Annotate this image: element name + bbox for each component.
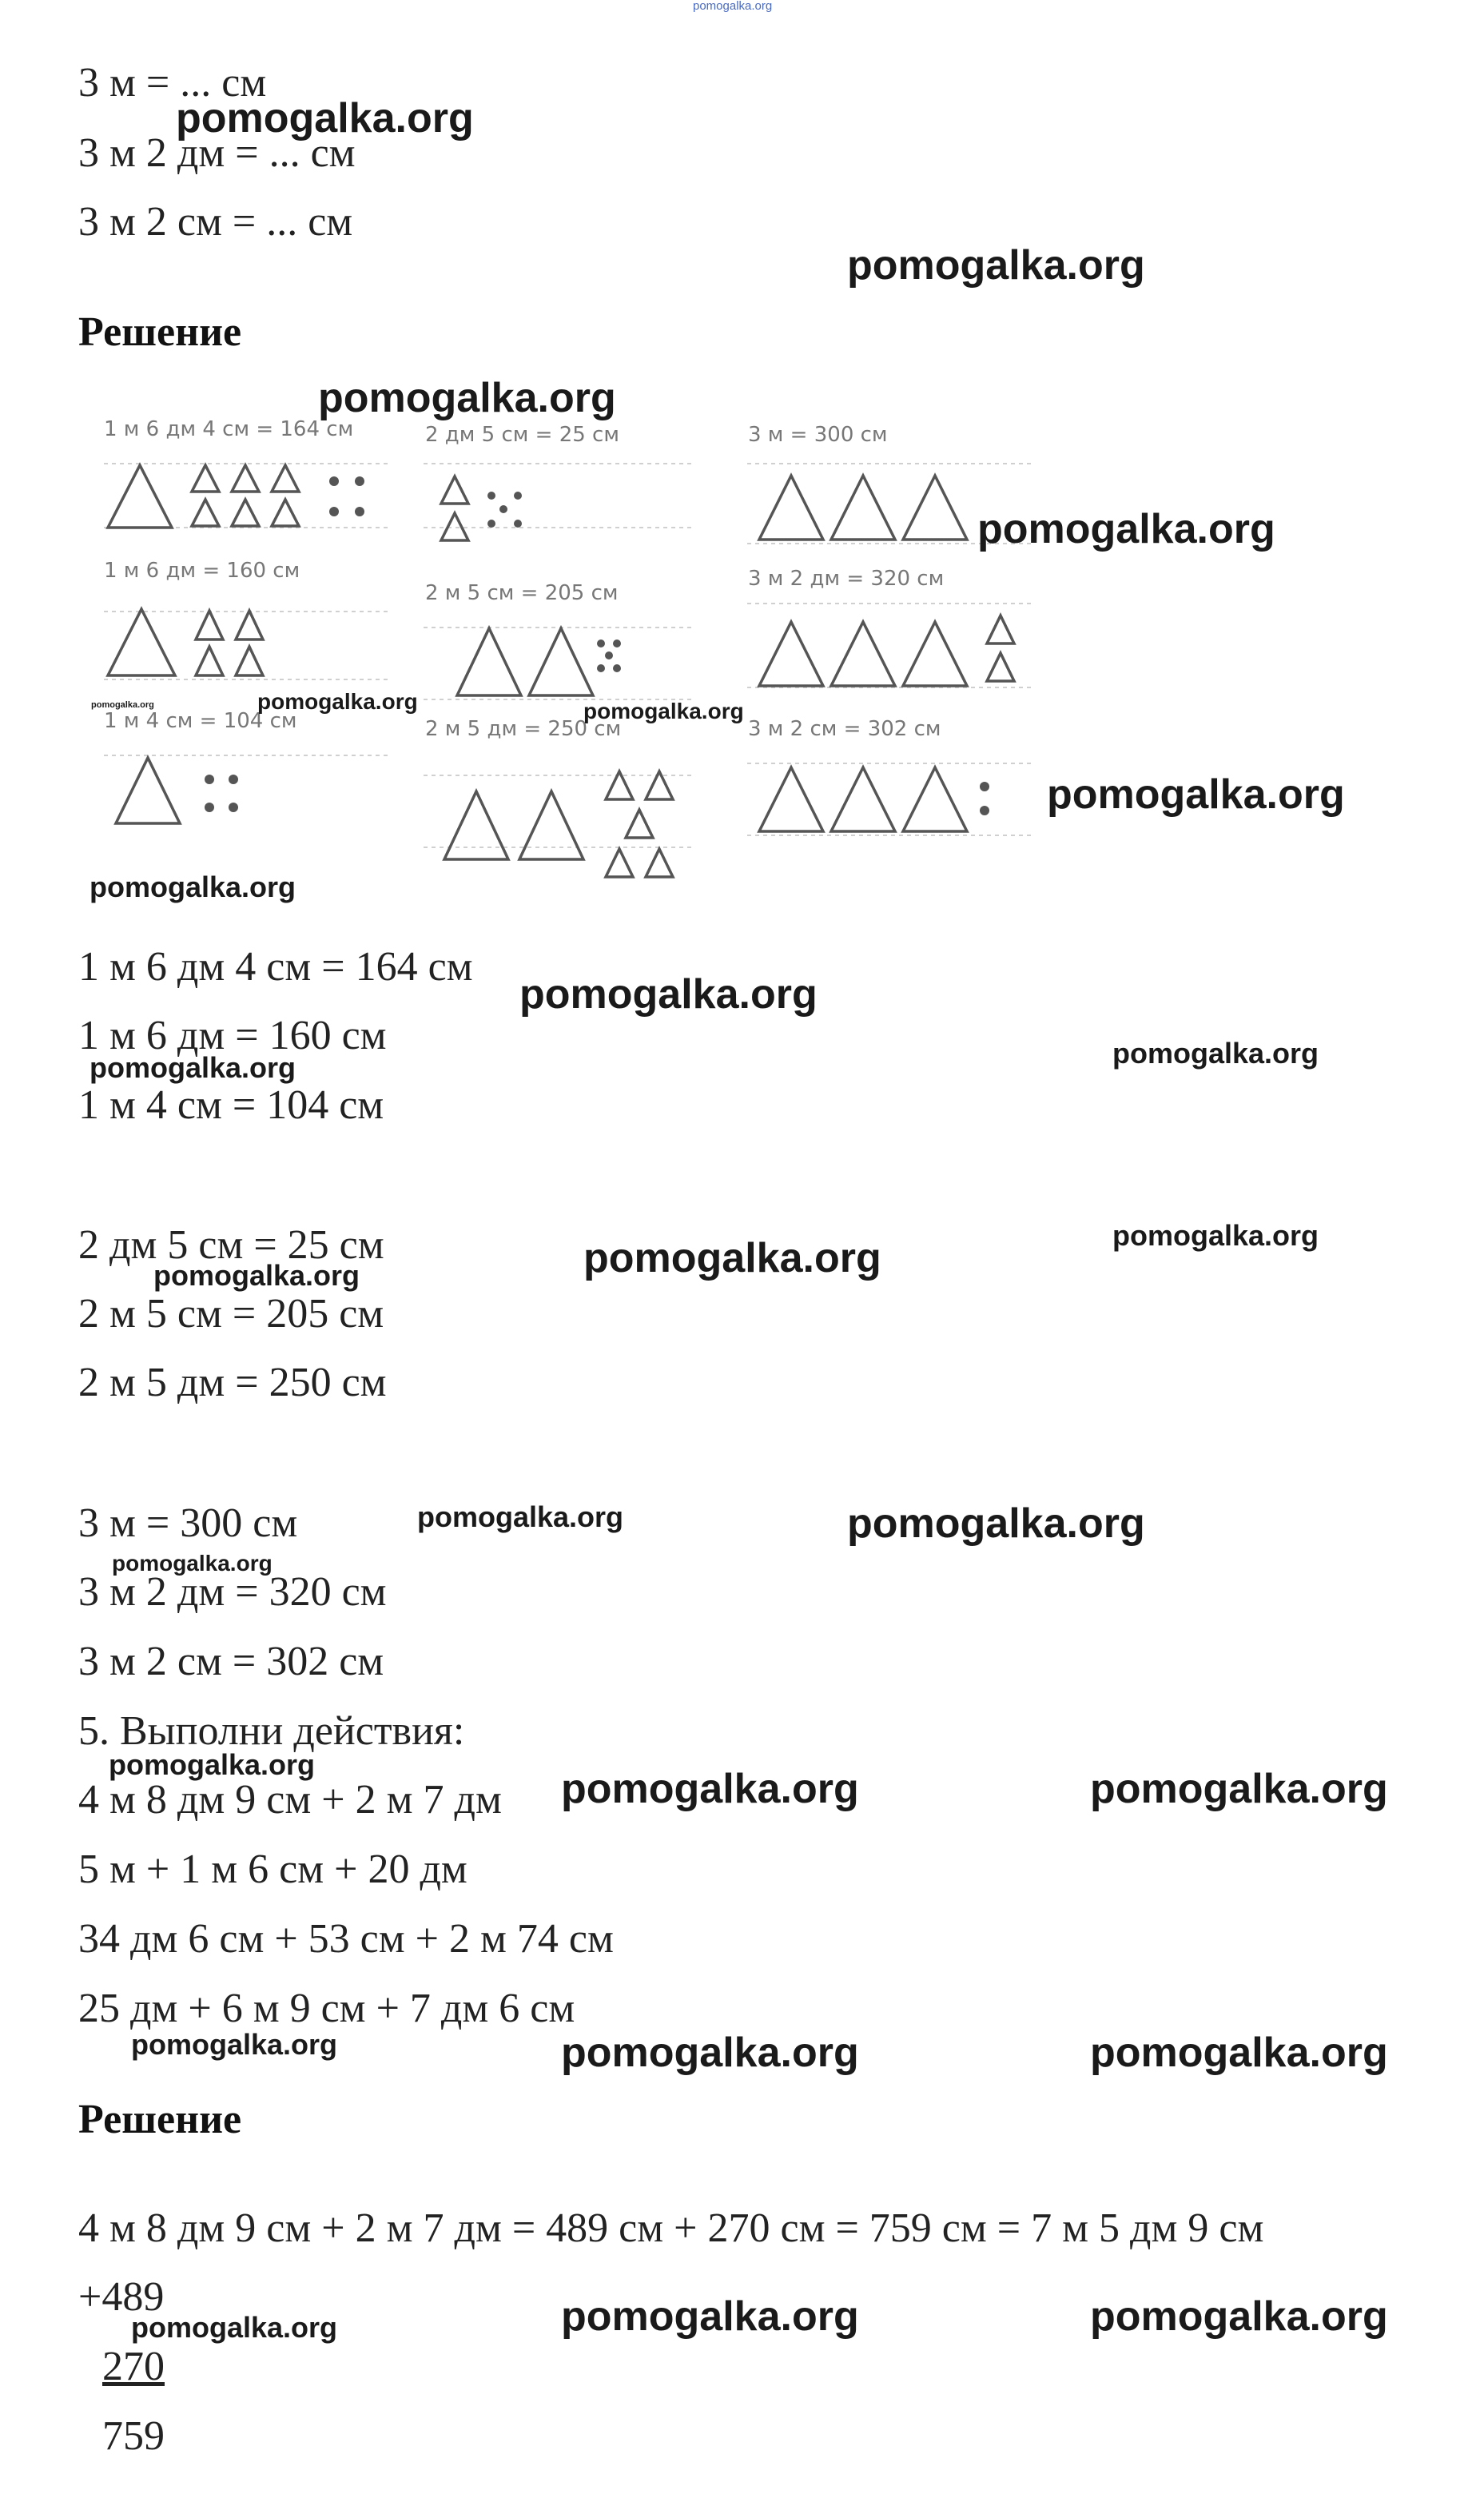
solution2-heading: Решение [78, 2097, 242, 2142]
watermark: pomogalka.org [1112, 1219, 1319, 1252]
figure-caption-5: 2 м 5 см = 205 см [425, 581, 619, 605]
panel-250 [444, 771, 673, 877]
panel-205 [457, 628, 621, 695]
watermark: pomogalka.org [90, 871, 296, 903]
figure-grid [104, 464, 1031, 847]
watermark: pomogalka.org [153, 1259, 360, 1292]
task5-line-3: 34 дм 6 см + 53 см + 2 м 74 см [78, 1916, 614, 1962]
panel-104 [116, 758, 238, 823]
task5-line-4: 25 дм + 6 м 9 см + 7 дм 6 см [78, 1986, 575, 2031]
watermark-top: pomogalka.org [693, 0, 773, 13]
figure-caption-2: 2 дм 5 см = 25 см [425, 423, 619, 447]
task5-line-2: 5 м + 1 м 6 см + 20 дм [78, 1847, 467, 1892]
answer-line-1: 1 м 6 дм 4 см = 164 см [78, 944, 473, 990]
task5-line-1: 4 м 8 дм 9 см + 2 м 7 дм [78, 1777, 502, 1823]
figure-caption-3: 3 м = 300 см [748, 423, 888, 447]
exercise-line-3: 3 м 2 см = ... см [78, 199, 353, 245]
exercise-line-1: 3 м = ... см [78, 60, 267, 106]
watermark: pomogalka.org [109, 1748, 316, 1781]
watermark: pomogalka.org [1090, 2293, 1388, 2340]
figure-caption-7: 1 м 4 см = 104 см [104, 709, 297, 733]
figure-caption-8: 2 м 5 дм = 250 см [425, 717, 622, 741]
watermark: pomogalka.org [131, 2311, 338, 2344]
column-addend-2: 270 [102, 2344, 165, 2389]
panel-300 [759, 476, 967, 540]
column-sum: 759 [102, 2413, 165, 2459]
figure-caption-9: 3 м 2 см = 302 см [748, 717, 941, 741]
task5-title: 5. Выполни действия: [78, 1708, 465, 1754]
triangles-figure [88, 400, 1047, 887]
exercise-line-2: 3 м 2 дм = ... см [78, 130, 356, 176]
answer-line-6: 2 м 5 дм = 250 см [78, 1360, 387, 1405]
answer-line-4: 2 дм 5 см = 25 см [78, 1222, 384, 1268]
watermark: pomogalka.org [131, 2028, 338, 2061]
answer-line-2: 1 м 6 дм = 160 см [78, 1013, 387, 1058]
watermark: pomogalka.org [847, 242, 1145, 289]
panel-320 [759, 616, 1014, 686]
figure-caption-1: 1 м 6 дм 4 см = 164 см [104, 417, 354, 441]
watermark: pomogalka.org [90, 1051, 296, 1084]
watermark: pomogalka.org [561, 1766, 859, 1812]
figure-caption-6: 3 м 2 дм = 320 см [748, 567, 945, 591]
watermark: pomogalka.org [1112, 1037, 1319, 1070]
watermark: pomogalka.org [318, 375, 616, 421]
watermark: pomogalka.org [977, 506, 1275, 552]
watermark: pomogalka.org [583, 1235, 881, 1281]
panel-25 [441, 476, 522, 540]
answer-line-7: 3 м = 300 см [78, 1500, 298, 1546]
watermark: pomogalka.org [257, 689, 418, 714]
answer-line-5: 2 м 5 см = 205 см [78, 1291, 384, 1337]
watermark: pomogalka.org [91, 700, 154, 710]
watermark: pomogalka.org [176, 95, 474, 141]
watermark: pomogalka.org [519, 971, 818, 1018]
watermark: pomogalka.org [561, 2293, 859, 2340]
answer-line-8: 3 м 2 дм = 320 см [78, 1569, 387, 1615]
watermark: pomogalka.org [1090, 2030, 1388, 2076]
watermark: pomogalka.org [112, 1551, 273, 1576]
watermark: pomogalka.org [1047, 771, 1345, 818]
answer-line-9: 3 м 2 см = 302 см [78, 1639, 384, 1684]
watermark: pomogalka.org [1090, 1766, 1388, 1812]
watermark: pomogalka.org [583, 699, 744, 723]
column-addend-1: +489 [78, 2274, 165, 2320]
figure-caption-4: 1 м 6 дм = 160 см [104, 559, 300, 583]
solution2-line: 4 м 8 дм 9 см + 2 м 7 дм = 489 см + 270 см = 759 см = 7 м 5 дм 9 см [78, 2205, 1264, 2251]
panel-160 [108, 609, 263, 675]
answer-line-3: 1 м 4 см = 104 см [78, 1082, 384, 1128]
watermark: pomogalka.org [847, 1500, 1145, 1547]
panel-302 [759, 767, 989, 831]
watermark: pomogalka.org [417, 1500, 624, 1533]
solution-heading: Решение [78, 309, 242, 355]
watermark: pomogalka.org [561, 2030, 859, 2076]
panel-164 [108, 465, 364, 528]
